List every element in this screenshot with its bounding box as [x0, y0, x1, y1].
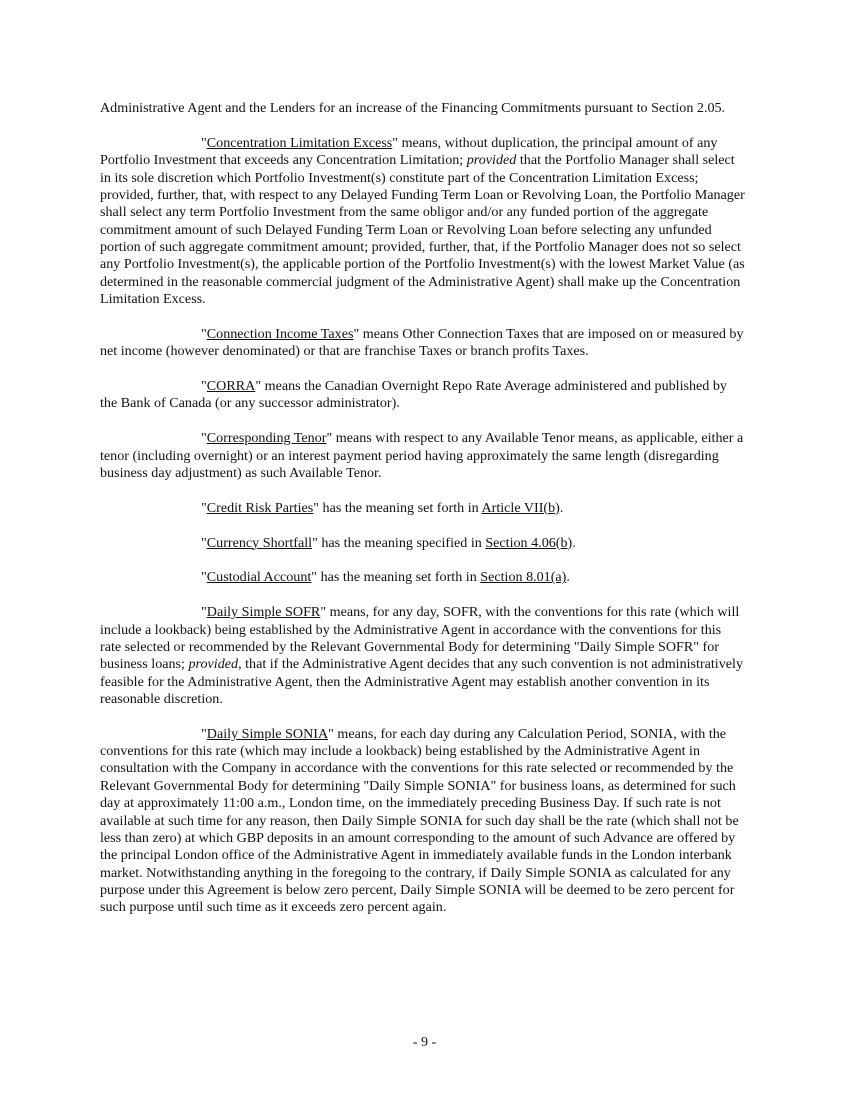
definition-credit-risk-parties — [100, 500, 745, 517]
open-quote: " — [201, 377, 207, 394]
cross-reference: Article VII(b) — [481, 499, 560, 516]
paragraph-text: Administrative Agent and the Lenders for an increase of the Financing Commitments pursuant to Section 2.05. — [100, 100, 726, 116]
definition-text: " means, without duplication, the principal amount of any Portfolio Investment that exceeds any Concentration Limitation; — [100, 134, 718, 169]
open-quote: " — [201, 134, 207, 151]
paragraph-financing-commitments-continued — [100, 100, 745, 117]
definition-corra — [100, 378, 745, 413]
defined-term: Connection Income Taxes — [206, 325, 354, 342]
definition-currency-shortfall — [100, 535, 745, 552]
definition-text: " has the meaning set forth in — [311, 569, 481, 586]
defined-term: Daily Simple SONIA — [206, 725, 329, 742]
definition-text: " means, for any day, SOFR, with the conventions for this rate (which will include a lookback) being established by the Administrative Agent in accordance with the conventions for this rate selected or recommended by the Relevant Governmental Body for determining "Daily Simple SOFR" for business loans; — [100, 604, 740, 673]
defined-term: Corresponding Tenor — [206, 430, 327, 447]
definition-custodial-account — [100, 569, 745, 586]
open-quote: " — [201, 430, 207, 447]
period: . — [559, 499, 564, 516]
open-quote: " — [201, 534, 207, 551]
definition-text: " has the meaning specified in — [312, 534, 486, 551]
definition-concentration-limitation-excess — [100, 135, 745, 308]
cross-reference: Section 4.06(b) — [485, 534, 573, 551]
open-quote: " — [201, 325, 207, 342]
definition-daily-simple-sofr — [100, 604, 745, 708]
definition-corresponding-tenor — [100, 430, 745, 482]
definition-text: " means, for each day during any Calculation Period, SONIA, with the conventions for this rate (which may include a lookback) being established by the Administrative Agent in consultation with the Company in accordance with the conventions for this rate selected or recommended by the Relevant Governmental Body for determining "Daily Simple SONIA" for business loans, as determined for such day at approximately 11:00 a.m., London time, on the immediately preceding Business Day. If such rate is not available at such time for any reason, then Daily Simple SONIA for such day shall be the rate (which shall not be less than zero) at which GBP deposits in an amount corresponding to the amount of such Advance are offered by the principal London office of the Administrative Agent in immediately available funds in the London interbank market. Notwithstanding anything in the foregoing to the contrary, if Daily Simple SONIA as calculated for any purpose under this Agreement is below zero percent, Daily Simple SONIA will be deemed to be zero percent for such purpose until such time as it exceeds zero percent again. — [100, 725, 739, 916]
period: . — [572, 534, 576, 551]
defined-term: Currency Shortfall — [206, 534, 313, 551]
open-quote: " — [201, 604, 207, 621]
defined-term: Credit Risk Parties — [206, 499, 314, 516]
definition-text: " means Other Connection Taxes that are imposed on or measured by net income (however denominated) or that are franchise Taxes or branch profits Taxes. — [100, 325, 744, 360]
definition-text: " means with respect to any Available Tenor means, as applicable, either a tenor (including overnight) or an interest payment period having approximately the same length (disregarding business day adjustment) as such Available Tenor. — [100, 430, 744, 481]
defined-term: CORRA — [206, 377, 256, 394]
emphasis-provided: provided — [466, 152, 517, 169]
open-quote: " — [201, 725, 207, 742]
defined-term: Concentration Limitation Excess — [206, 134, 393, 151]
cross-reference: Section 8.01(a) — [480, 569, 567, 586]
page-number: - 9 - — [412, 1034, 437, 1050]
defined-term: Custodial Account — [206, 569, 312, 586]
period: . — [566, 569, 570, 586]
document-page — [100, 100, 745, 934]
definition-text: " has the meaning set forth in — [313, 499, 482, 516]
definition-connection-income-taxes — [100, 326, 745, 361]
definition-daily-simple-sonia — [100, 726, 745, 917]
definition-text: " means the Canadian Overnight Repo Rate Average administered and published by the Bank of Canada (or any successor administrator). — [100, 377, 727, 412]
defined-term: Daily Simple SOFR — [206, 604, 321, 621]
definition-text: , that if the Administrative Agent decides that any such convention is not administratively feasible for the Administrative Agent, then the Administrative Agent may establish another convention in its reasonable discretion. — [100, 656, 743, 707]
emphasis-provided: provided — [188, 656, 239, 673]
open-quote: " — [201, 499, 207, 516]
definition-text: that the Portfolio Manager shall select in its sole discretion which Portfolio Investment(s) constitute part of the Concentration Limitation Excess; provided, further, that, with respect to any Delayed Funding Term Loan or Revolving Loan, the Portfolio Manager shall select any term Portfolio Investment from the same obligor and/or any funded portion of the aggregate commitment amount of such Delayed Funding Term Loan or Revolving Loan before selecting any unfunded portion of such aggregate commitment amount; provided, further, that, if the Portfolio Manager does not so select any Portfolio Investment(s), the applicable portion of the Portfolio Investment(s) with the lowest Market Value (as determined in the reasonable commercial judgment of the Administrative Agent) shall make up the Concentration Limitation Excess. — [100, 152, 745, 307]
open-quote: " — [201, 569, 207, 586]
